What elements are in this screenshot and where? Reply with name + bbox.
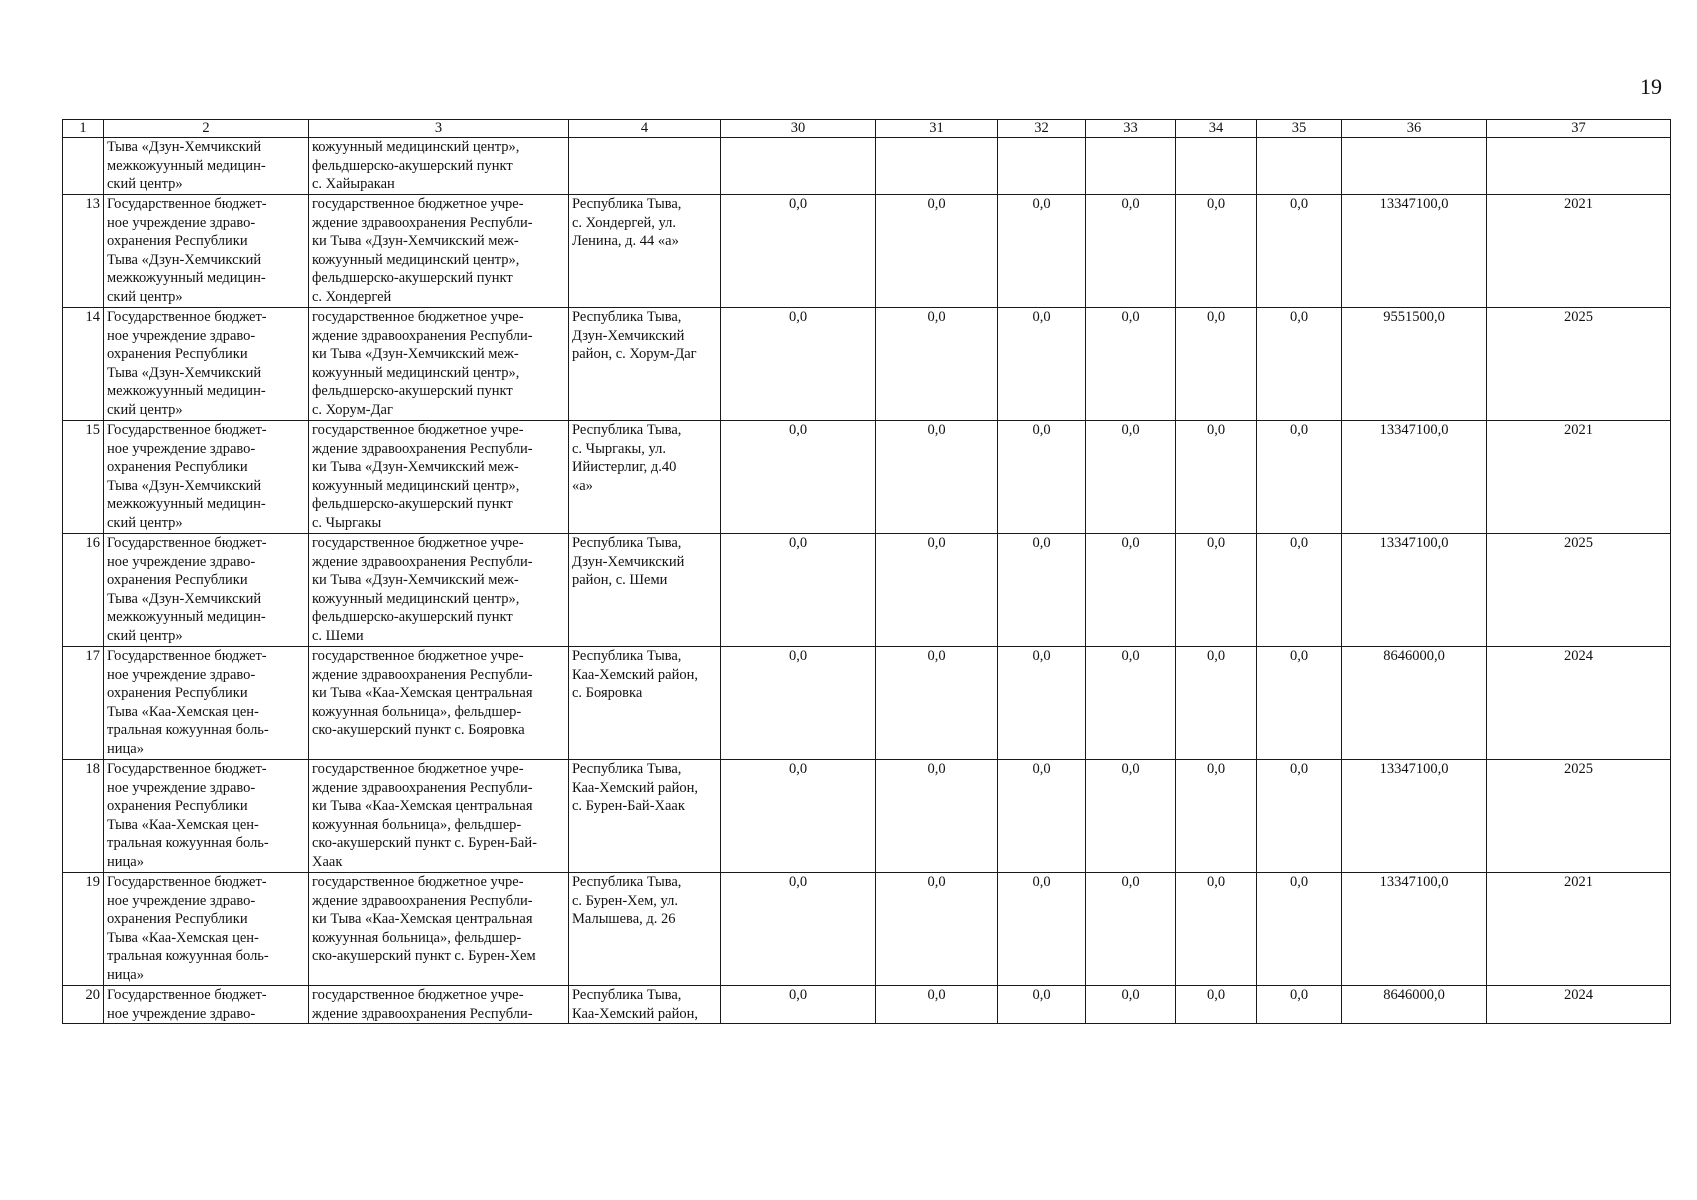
column-header: 37	[1487, 120, 1671, 138]
col36-cell: 9551500,0	[1342, 308, 1487, 421]
page-number: 19	[1640, 74, 1662, 99]
col36-cell: 8646000,0	[1342, 647, 1487, 760]
object-cell: государственное бюджетное учре- ждение здравоохранения Республи- ки Тыва «Каа-Хемская центральная кожуунная больница», фельдшер- ско-акушерский пункт с. Бояровка	[309, 647, 569, 760]
col32-cell: 0,0	[998, 195, 1086, 308]
col34-cell: 0,0	[1176, 760, 1257, 873]
column-header: 34	[1176, 120, 1257, 138]
col33-cell: 0,0	[1086, 421, 1176, 534]
col33-cell: 0,0	[1086, 986, 1176, 1024]
object-cell: государственное бюджетное учре- ждение здравоохранения Республи- ки Тыва «Каа-Хемская центральная кожуунная больница», фельдшер- ско-акушерский пункт с. Бурен-Хем	[309, 873, 569, 986]
col35-cell: 0,0	[1257, 760, 1342, 873]
object-cell: государственное бюджетное учре- ждение здравоохранения Республи- ки Тыва «Дзун-Хемчикский меж- кожуунный медицинский центр», фельдшерско-акушерский пункт с. Хондергей	[309, 195, 569, 308]
col37-cell: 2024	[1487, 986, 1671, 1024]
organization-cell: Государственное бюджет- ное учреждение здраво-	[104, 986, 309, 1024]
col31-cell: 0,0	[876, 986, 998, 1024]
col35-cell: 0,0	[1257, 647, 1342, 760]
col32-cell: 0,0	[998, 760, 1086, 873]
col31-cell: 0,0	[876, 873, 998, 986]
data-table	[62, 119, 1671, 1024]
col30-cell: 0,0	[721, 760, 876, 873]
address-cell	[569, 138, 721, 195]
row-number-cell	[63, 138, 104, 195]
column-header: 35	[1257, 120, 1342, 138]
col32-cell: 0,0	[998, 873, 1086, 986]
object-cell: государственное бюджетное учре- ждение здравоохранения Республи- ки Тыва «Дзун-Хемчикский меж- кожуунный медицинский центр», фельдшерско-акушерский пункт с. Чыргакы	[309, 421, 569, 534]
col37-cell	[1487, 138, 1671, 195]
row-number-cell: 15	[63, 421, 104, 534]
col36-cell: 13347100,0	[1342, 421, 1487, 534]
col36-cell: 13347100,0	[1342, 534, 1487, 647]
col34-cell: 0,0	[1176, 534, 1257, 647]
column-header: 33	[1086, 120, 1176, 138]
col35-cell: 0,0	[1257, 195, 1342, 308]
col34-cell: 0,0	[1176, 873, 1257, 986]
col36-cell: 13347100,0	[1342, 195, 1487, 308]
col34-cell: 0,0	[1176, 421, 1257, 534]
col32-cell	[998, 138, 1086, 195]
organization-cell: Государственное бюджет- ное учреждение здраво- охранения Республики Тыва «Дзун-Хемчикский межкожуунный медицин- ский центр»	[104, 195, 309, 308]
col32-cell: 0,0	[998, 534, 1086, 647]
col30-cell: 0,0	[721, 195, 876, 308]
row-number-cell: 17	[63, 647, 104, 760]
col36-cell	[1342, 138, 1487, 195]
address-cell: Республика Тыва, с. Бурен-Хем, ул. Малышева, д. 26	[569, 873, 721, 986]
col37-cell: 2025	[1487, 534, 1671, 647]
col34-cell: 0,0	[1176, 195, 1257, 308]
row-number-cell: 20	[63, 986, 104, 1024]
col37-cell: 2021	[1487, 873, 1671, 986]
col33-cell: 0,0	[1086, 760, 1176, 873]
col33-cell: 0,0	[1086, 873, 1176, 986]
organization-cell: Государственное бюджет- ное учреждение здраво- охранения Республики Тыва «Дзун-Хемчикский межкожуунный медицин- ский центр»	[104, 534, 309, 647]
col31-cell	[876, 138, 998, 195]
col32-cell: 0,0	[998, 986, 1086, 1024]
col30-cell: 0,0	[721, 986, 876, 1024]
col36-cell: 8646000,0	[1342, 986, 1487, 1024]
address-cell: Республика Тыва, Каа-Хемский район, с. Бурен-Бай-Хаак	[569, 760, 721, 873]
col34-cell	[1176, 138, 1257, 195]
col33-cell: 0,0	[1086, 308, 1176, 421]
row-number-cell: 19	[63, 873, 104, 986]
col33-cell: 0,0	[1086, 195, 1176, 308]
address-cell: Республика Тыва, Дзун-Хемчикский район, с. Хорум-Даг	[569, 308, 721, 421]
column-header: 2	[104, 120, 309, 138]
col34-cell: 0,0	[1176, 647, 1257, 760]
row-number-cell: 13	[63, 195, 104, 308]
organization-cell: Тыва «Дзун-Хемчикский межкожуунный медицин- ский центр»	[104, 138, 309, 195]
col34-cell: 0,0	[1176, 986, 1257, 1024]
col32-cell: 0,0	[998, 308, 1086, 421]
col35-cell: 0,0	[1257, 534, 1342, 647]
object-cell: государственное бюджетное учре- ждение здравоохранения Республи- ки Тыва «Каа-Хемская центральная кожуунная больница», фельдшер- ско-акушерский пункт с. Бурен-Бай- Хаак	[309, 760, 569, 873]
organization-cell: Государственное бюджет- ное учреждение здраво- охранения Республики Тыва «Каа-Хемская цен- тральная кожуунная боль- ница»	[104, 760, 309, 873]
organization-cell: Государственное бюджет- ное учреждение здраво- охранения Республики Тыва «Каа-Хемская цен- тральная кожуунная боль- ница»	[104, 873, 309, 986]
col37-cell: 2024	[1487, 647, 1671, 760]
column-header: 36	[1342, 120, 1487, 138]
col35-cell: 0,0	[1257, 986, 1342, 1024]
row-number-cell: 14	[63, 308, 104, 421]
table-row	[63, 647, 1671, 760]
organization-cell: Государственное бюджет- ное учреждение здраво- охранения Республики Тыва «Каа-Хемская цен- тральная кожуунная боль- ница»	[104, 647, 309, 760]
col32-cell: 0,0	[998, 421, 1086, 534]
table-row	[63, 138, 1671, 195]
object-cell: государственное бюджетное учре- ждение здравоохранения Республи- ки Тыва «Дзун-Хемчикский меж- кожуунный медицинский центр», фельдшерско-акушерский пункт с. Хорум-Даг	[309, 308, 569, 421]
col30-cell: 0,0	[721, 534, 876, 647]
col35-cell: 0,0	[1257, 873, 1342, 986]
col37-cell: 2025	[1487, 760, 1671, 873]
column-header: 4	[569, 120, 721, 138]
col34-cell: 0,0	[1176, 308, 1257, 421]
object-cell: государственное бюджетное учре- ждение здравоохранения Республи- ки Тыва «Дзун-Хемчикский меж- кожуунный медицинский центр», фельдшерско-акушерский пункт с. Шеми	[309, 534, 569, 647]
column-header: 31	[876, 120, 998, 138]
col30-cell: 0,0	[721, 873, 876, 986]
table-row	[63, 421, 1671, 534]
address-cell: Республика Тыва, Каа-Хемский район,	[569, 986, 721, 1024]
table-row	[63, 986, 1671, 1024]
col31-cell: 0,0	[876, 421, 998, 534]
column-header: 32	[998, 120, 1086, 138]
col35-cell: 0,0	[1257, 308, 1342, 421]
col33-cell: 0,0	[1086, 534, 1176, 647]
header-row	[63, 120, 1671, 138]
col33-cell: 0,0	[1086, 647, 1176, 760]
row-number-cell: 16	[63, 534, 104, 647]
col30-cell: 0,0	[721, 421, 876, 534]
address-cell: Республика Тыва, Каа-Хемский район, с. Бояровка	[569, 647, 721, 760]
col30-cell: 0,0	[721, 647, 876, 760]
col31-cell: 0,0	[876, 647, 998, 760]
organization-cell: Государственное бюджет- ное учреждение здраво- охранения Республики Тыва «Дзун-Хемчикский межкожуунный медицин- ский центр»	[104, 308, 309, 421]
address-cell: Республика Тыва, Дзун-Хемчикский район, с. Шеми	[569, 534, 721, 647]
table-row	[63, 534, 1671, 647]
object-cell: государственное бюджетное учре- ждение здравоохранения Республи-	[309, 986, 569, 1024]
address-cell: Республика Тыва, с. Чыргакы, ул. Ийистерлиг, д.40 «а»	[569, 421, 721, 534]
col37-cell: 2021	[1487, 421, 1671, 534]
column-header: 3	[309, 120, 569, 138]
row-number-cell: 18	[63, 760, 104, 873]
col37-cell: 2021	[1487, 195, 1671, 308]
col35-cell	[1257, 138, 1342, 195]
col31-cell: 0,0	[876, 760, 998, 873]
col33-cell	[1086, 138, 1176, 195]
object-cell: кожуунный медицинский центр», фельдшерско-акушерский пункт с. Хайыракан	[309, 138, 569, 195]
col36-cell: 13347100,0	[1342, 760, 1487, 873]
column-header: 1	[63, 120, 104, 138]
col30-cell	[721, 138, 876, 195]
col31-cell: 0,0	[876, 534, 998, 647]
col31-cell: 0,0	[876, 308, 998, 421]
table-row	[63, 760, 1671, 873]
table-row	[63, 873, 1671, 986]
column-header: 30	[721, 120, 876, 138]
col31-cell: 0,0	[876, 195, 998, 308]
col37-cell: 2025	[1487, 308, 1671, 421]
col32-cell: 0,0	[998, 647, 1086, 760]
table-row	[63, 308, 1671, 421]
col35-cell: 0,0	[1257, 421, 1342, 534]
address-cell: Республика Тыва, с. Хондергей, ул. Ленина, д. 44 «а»	[569, 195, 721, 308]
col30-cell: 0,0	[721, 308, 876, 421]
table-row	[63, 195, 1671, 308]
col36-cell: 13347100,0	[1342, 873, 1487, 986]
organization-cell: Государственное бюджет- ное учреждение здраво- охранения Республики Тыва «Дзун-Хемчикский межкожуунный медицин- ский центр»	[104, 421, 309, 534]
